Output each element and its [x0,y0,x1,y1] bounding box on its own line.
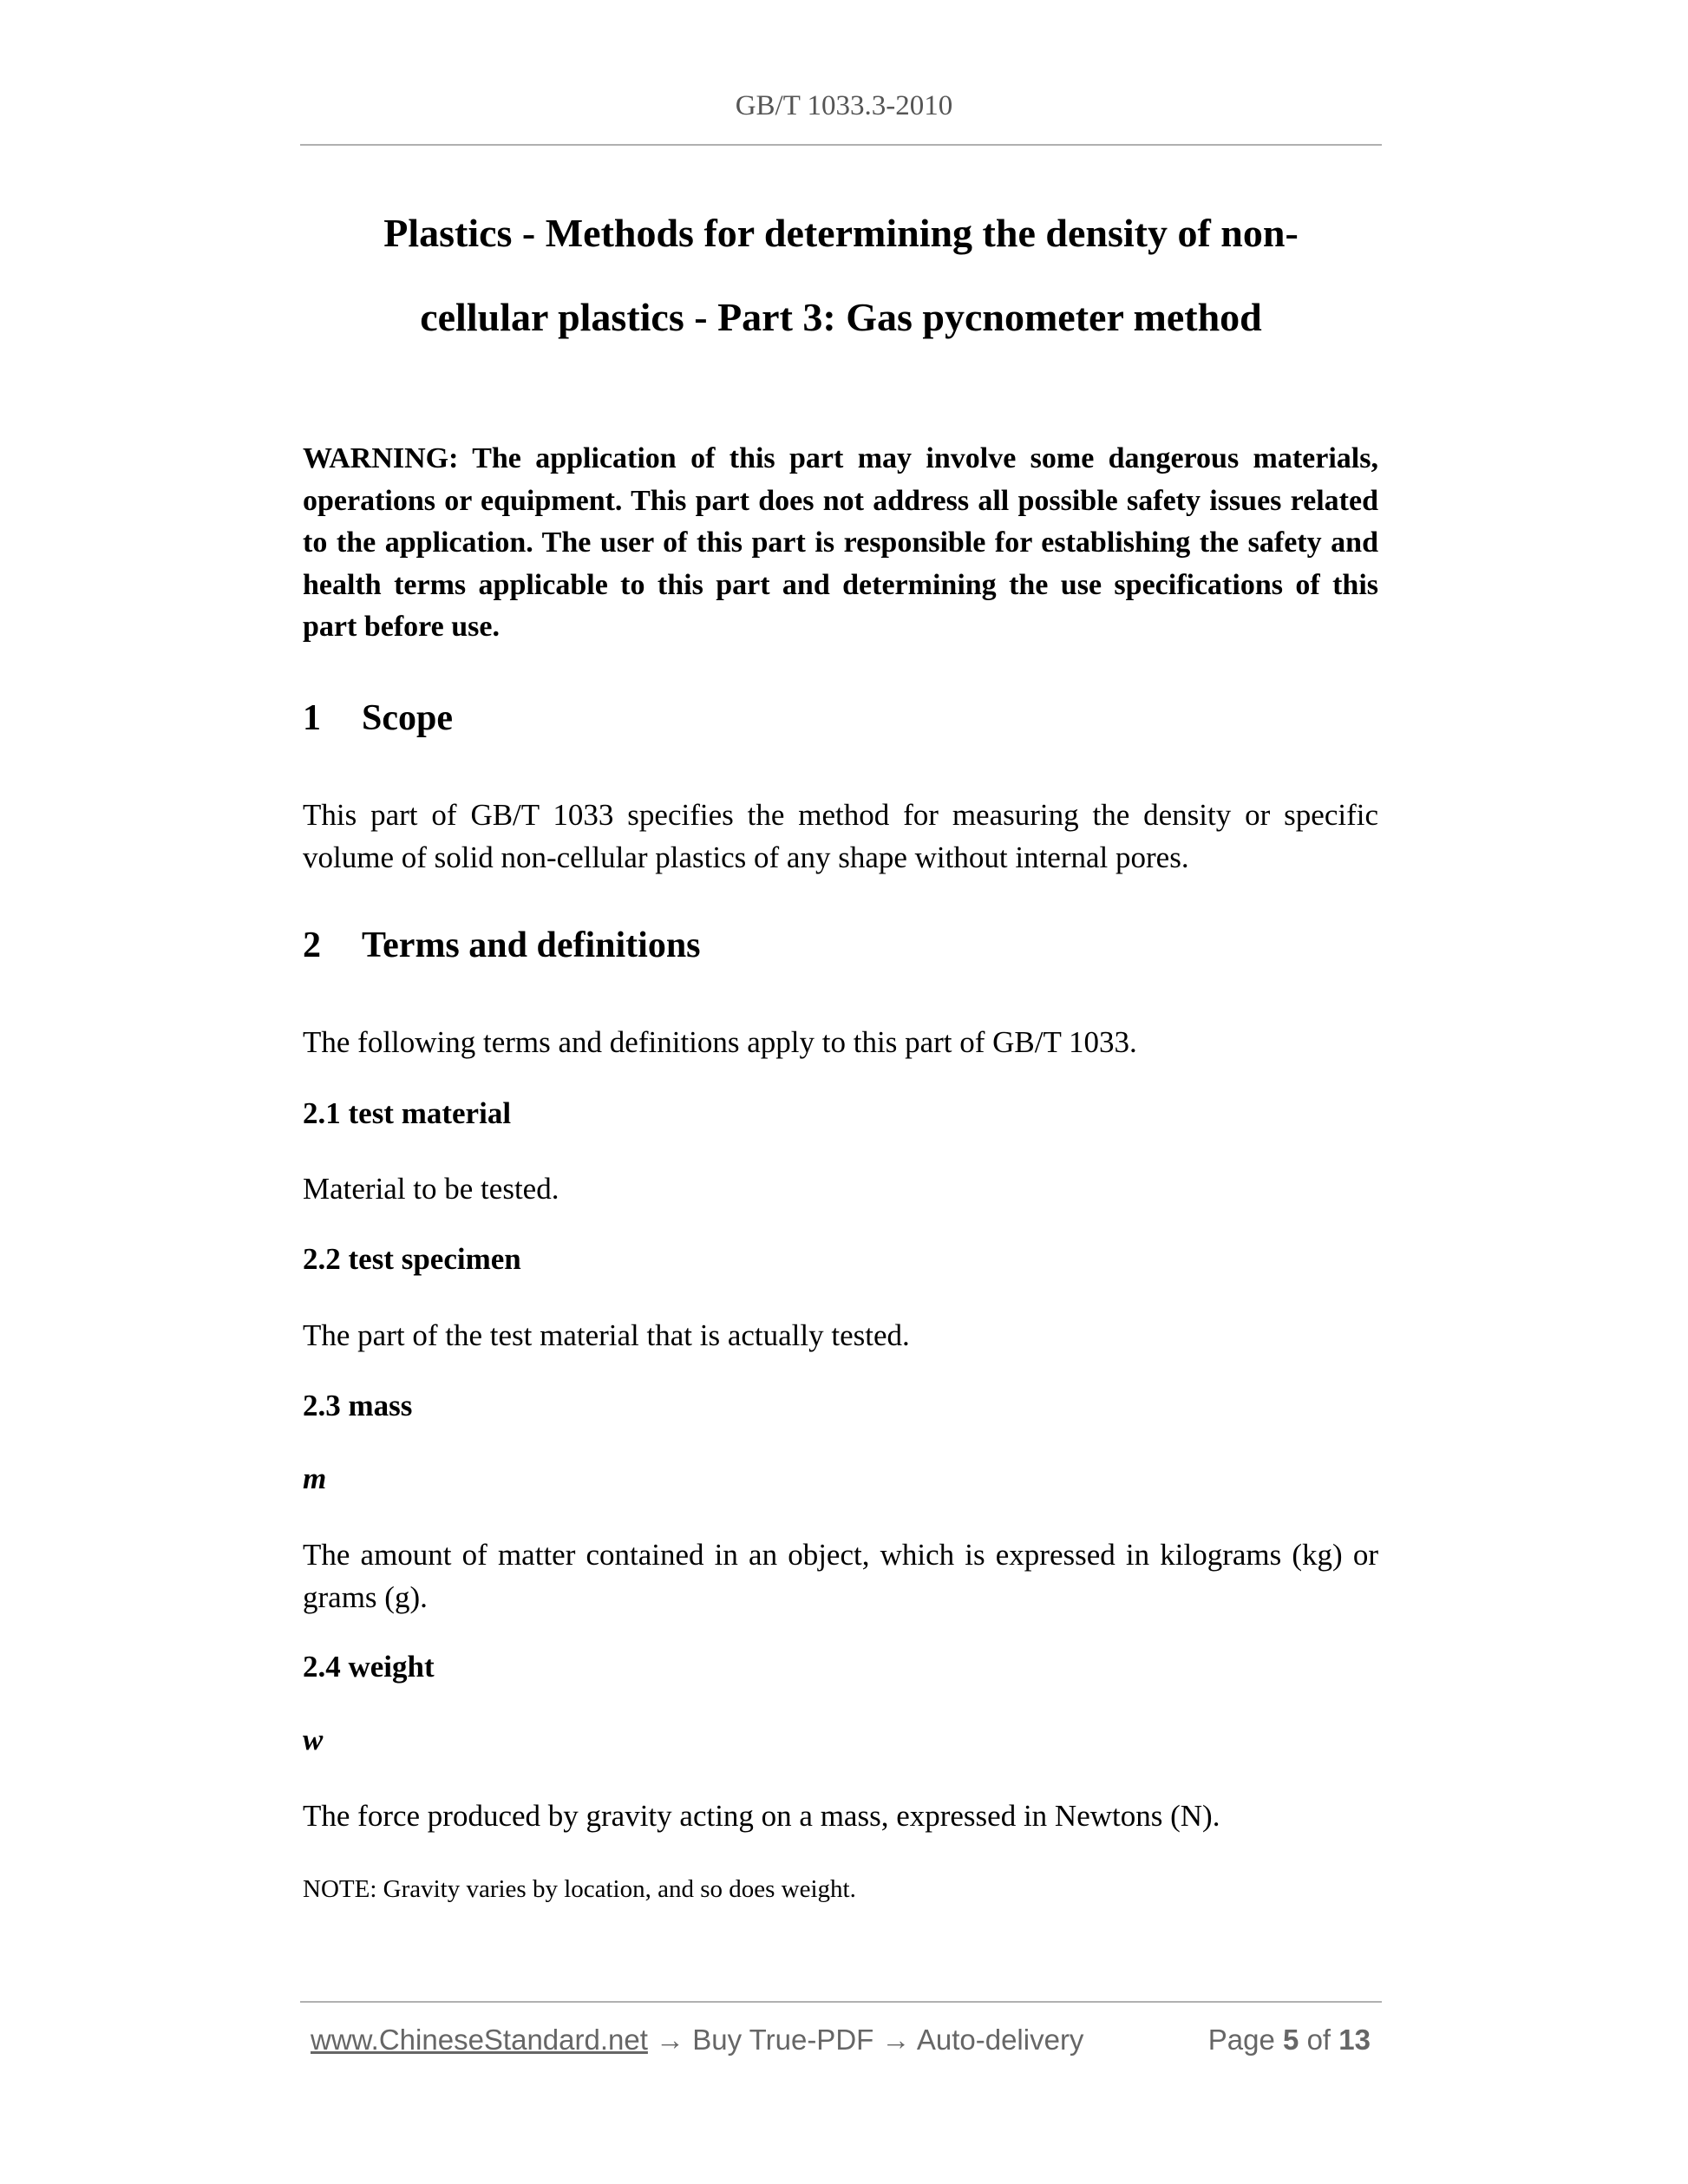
section-heading-scope [303,697,1378,739]
term-2-1-heading: 2.1 test material [303,1096,512,1130]
scope-paragraph: This part of GB/T 1033 specifies the method for measuring the density or specific volume of solid non-cellular plastics of any shape without internal pores. [303,798,1378,874]
page-label: Page [1207,2024,1275,2056]
section-heading-terms [303,925,1378,966]
page-footer [311,2024,1371,2062]
section-title: Scope [362,698,453,738]
section-number: 2 [303,925,321,965]
section-number: 1 [303,698,321,738]
term-2-3-definition: The amount of matter contained in an object, which is expressed in kilograms (kg) or grams (g). [303,1538,1378,1614]
arrow-right-icon: → [656,2024,685,2056]
auto-delivery-text: Auto-delivery [916,2024,1084,2056]
term-2-3-symbol: m [303,1461,327,1495]
buy-true-pdf-text: Buy True-PDF [692,2024,874,2056]
terms-intro: The following terms and definitions apply to this part of GB/T 1033. [303,1025,1137,1059]
page-total: 13 [1338,2024,1371,2056]
page-of-label: of [1306,2024,1331,2056]
section-title: Terms and definitions [362,925,701,965]
document-title-line-1: Plastics - Methods for determining the density of non- [383,211,1299,255]
term-2-2-definition: The part of the test material that is actually tested. [303,1318,910,1352]
term-2-4-symbol: w [303,1723,324,1756]
header-divider [300,144,1382,146]
header-standard-code: GB/T 1033.3-2010 [735,90,953,121]
page-indicator [1208,2024,1371,2056]
footer-links [311,2024,1083,2056]
footer-divider [300,2001,1382,2003]
site-link[interactable]: www.ChineseStandard.net [311,2024,648,2056]
document-title-line-2: cellular plastics - Part 3: Gas pycnometer method [420,295,1262,339]
term-2-4-definition: The force produced by gravity acting on a mass, expressed in Newtons (N). [303,1799,1220,1833]
term-2-3-heading: 2.3 mass [303,1389,413,1422]
arrow-right-icon: → [881,2024,911,2056]
term-2-4-heading: 2.4 weight [303,1650,435,1684]
warning-paragraph: WARNING: The application of this part may involve some dangerous materials, operations or equipment. This part does not address all possible safety issues related to the application. The user of this part is responsible for establishing the safety and health terms applicable to this part and determining the use specifications of this part before use. [303,442,1378,643]
term-2-2-heading: 2.2 test specimen [303,1242,521,1276]
term-2-4-note: NOTE: Gravity varies by location, and so does weight. [303,1875,856,1903]
term-2-1-definition: Material to be tested. [303,1172,559,1206]
page-current: 5 [1283,2024,1299,2056]
